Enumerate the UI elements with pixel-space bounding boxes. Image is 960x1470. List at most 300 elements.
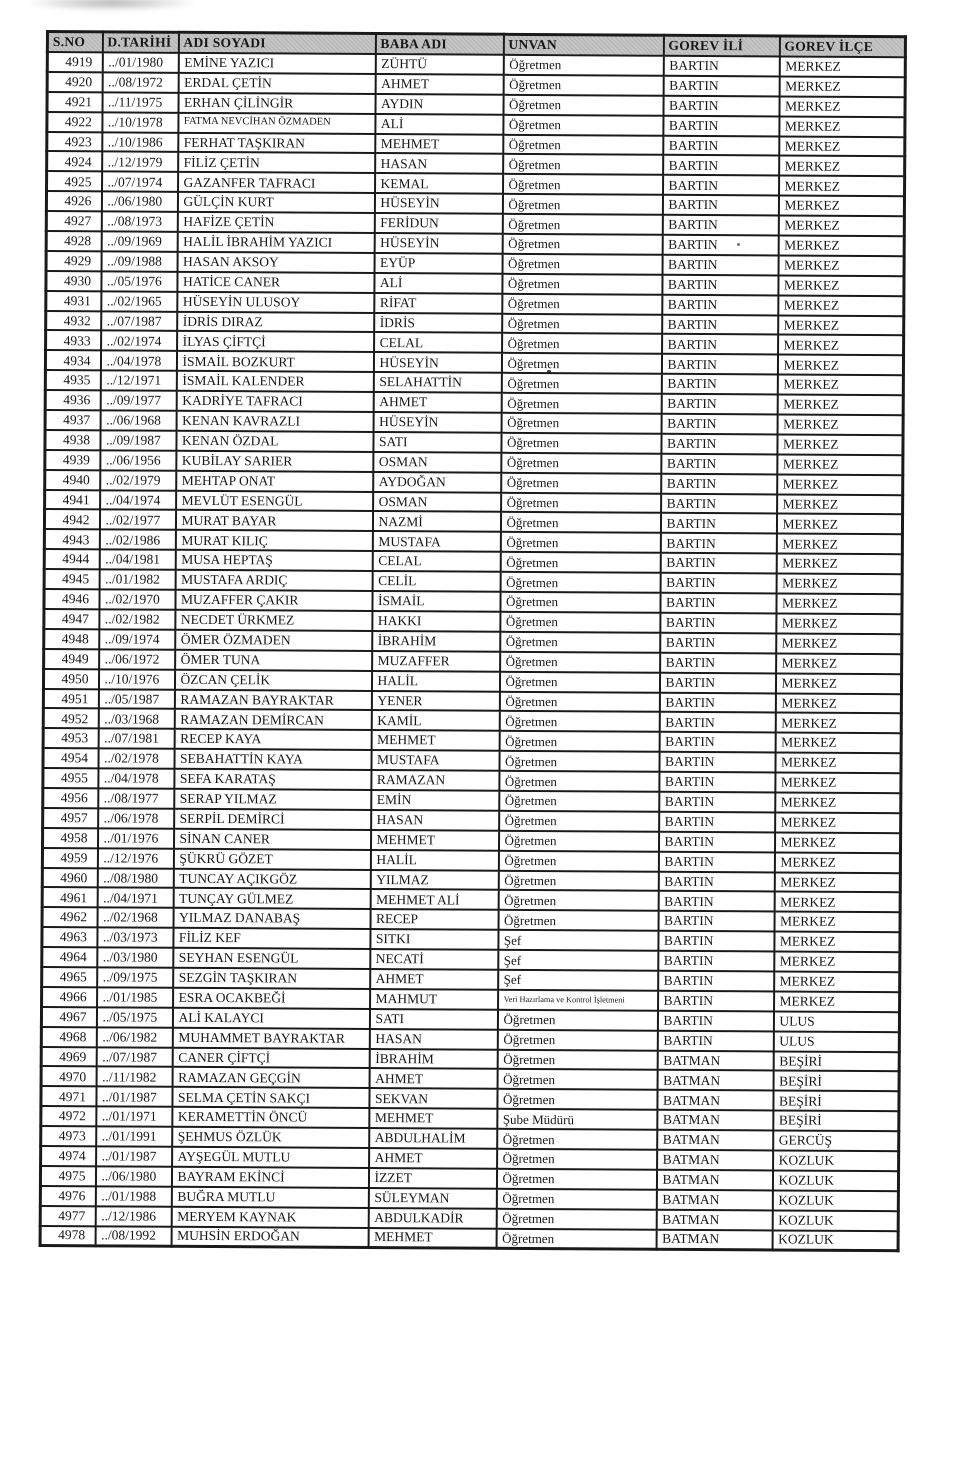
cell-duty-district: MERKEZ bbox=[775, 792, 901, 813]
cell-father-name: MAHMUT bbox=[370, 989, 498, 1010]
cell-full-name: FERHAT TAŞKIRAN bbox=[178, 132, 375, 153]
cell-serial-no: 4956 bbox=[43, 788, 98, 808]
cell-duty-district: MERKEZ bbox=[778, 335, 904, 356]
cell-full-name: FİLİZ ÇETİN bbox=[178, 152, 375, 173]
cell-duty-province: BARTIN bbox=[663, 155, 779, 176]
cell-duty-district: MERKEZ bbox=[774, 991, 900, 1012]
cell-father-name: ALİ bbox=[375, 114, 503, 135]
cell-birth-date: ../12/1986 bbox=[95, 1206, 171, 1226]
cell-birth-date: ../06/1982 bbox=[96, 1027, 172, 1047]
cell-duty-district: MERKEZ bbox=[777, 474, 903, 495]
cell-duty-province: BARTIN bbox=[662, 314, 778, 335]
cell-birth-date: ../06/1968 bbox=[100, 410, 176, 430]
cell-duty-province: BATMAN bbox=[656, 1170, 772, 1191]
cell-father-name: MEHMET bbox=[375, 134, 503, 155]
cell-title: Şef bbox=[498, 950, 658, 971]
cell-duty-province: BATMAN bbox=[656, 1209, 772, 1230]
cell-duty-district: BEŞİRİ bbox=[773, 1091, 899, 1112]
cell-duty-district: MERKEZ bbox=[774, 912, 900, 933]
cell-father-name: MEHMET bbox=[371, 730, 499, 751]
column-header-duty-district: GOREV İLÇE bbox=[779, 36, 905, 57]
cell-full-name: İDRİS DIRAZ bbox=[177, 311, 374, 332]
cell-father-name: OSMAN bbox=[373, 452, 501, 473]
cell-birth-date: ../03/1973 bbox=[97, 928, 173, 948]
cell-full-name: İSMAİL BOZKURT bbox=[176, 351, 373, 372]
cell-father-name: HASAN bbox=[375, 153, 503, 174]
cell-title: Öğretmen bbox=[500, 532, 660, 553]
cell-full-name: TUNÇAY GÜLMEZ bbox=[173, 888, 370, 909]
cell-duty-district: MERKEZ bbox=[779, 56, 905, 77]
cell-duty-district: MERKEZ bbox=[777, 415, 903, 436]
cell-duty-province: BARTIN bbox=[663, 175, 779, 196]
cell-duty-province: BARTIN bbox=[663, 96, 779, 117]
cell-full-name: KUBİLAY SARIER bbox=[176, 451, 373, 472]
cell-duty-province: BARTIN bbox=[660, 613, 776, 634]
cell-birth-date: ../06/1980 bbox=[95, 1166, 171, 1186]
cell-birth-date: ../02/1974 bbox=[101, 331, 177, 351]
cell-father-name: AHMET bbox=[369, 1148, 497, 1169]
cell-duty-district: MERKEZ bbox=[775, 753, 901, 774]
cell-title: Öğretmen bbox=[497, 1089, 657, 1110]
cell-serial-no: 4976 bbox=[40, 1186, 95, 1206]
cell-birth-date: ../02/1978 bbox=[98, 749, 174, 769]
cell-birth-date: ../06/1980 bbox=[101, 192, 177, 212]
cell-birth-date: ../08/1973 bbox=[101, 211, 177, 231]
cell-duty-district: MERKEZ bbox=[776, 574, 902, 595]
cell-title: Öğretmen bbox=[502, 234, 662, 255]
cell-serial-no: 4929 bbox=[46, 251, 101, 271]
cell-duty-province: BARTIN bbox=[661, 374, 777, 395]
cell-serial-no: 4932 bbox=[46, 311, 101, 331]
cell-title: Öğretmen bbox=[503, 154, 663, 175]
cell-full-name: MUSA HEPTAŞ bbox=[175, 550, 372, 571]
cell-title: Öğretmen bbox=[500, 652, 660, 673]
cell-duty-province: BATMAN bbox=[657, 1070, 773, 1091]
cell-title: Öğretmen bbox=[496, 1208, 656, 1229]
cell-birth-date: ../09/1975 bbox=[97, 967, 173, 987]
cell-father-name: AHMET bbox=[369, 1068, 497, 1089]
cell-father-name: MUSTAFA bbox=[372, 531, 500, 552]
scan-smudge bbox=[26, 0, 196, 11]
cell-title: Öğretmen bbox=[497, 1069, 657, 1090]
cell-serial-no: 4962 bbox=[42, 907, 97, 927]
cell-full-name: HASAN AKSOY bbox=[177, 252, 374, 273]
cell-serial-no: 4950 bbox=[43, 669, 98, 689]
cell-duty-province: BARTIN bbox=[660, 553, 776, 574]
cell-father-name: MEHMET bbox=[370, 830, 498, 851]
cell-duty-district: MERKEZ bbox=[776, 653, 902, 674]
cell-birth-date: ../01/1987 bbox=[96, 1146, 172, 1166]
cell-full-name: HATİCE CANER bbox=[177, 272, 374, 293]
cell-serial-no: 4963 bbox=[42, 927, 97, 947]
cell-father-name: HÜSEYİN bbox=[374, 233, 502, 254]
cell-title: Öğretmen bbox=[503, 134, 663, 155]
cell-father-name: AYDIN bbox=[375, 94, 503, 115]
cell-duty-district: MERKEZ bbox=[776, 534, 902, 555]
cell-serial-no: 4928 bbox=[46, 231, 101, 251]
cell-birth-date: ../02/1970 bbox=[99, 589, 175, 609]
cell-serial-no: 4960 bbox=[42, 868, 97, 888]
cell-serial-no: 4927 bbox=[46, 211, 101, 231]
cell-full-name: ESRA OCAKBEĞİ bbox=[173, 988, 370, 1009]
cell-duty-province: BARTIN bbox=[658, 891, 774, 912]
cell-duty-district: MERKEZ bbox=[778, 255, 904, 276]
cell-birth-date: ../10/1976 bbox=[98, 669, 174, 689]
cell-birth-date: ../06/1972 bbox=[99, 649, 175, 669]
cell-father-name: AHMET bbox=[370, 969, 498, 990]
cell-full-name: ŞEHMUS ÖZLÜK bbox=[172, 1127, 369, 1148]
cell-serial-no: 4951 bbox=[43, 688, 98, 708]
cell-title: Öğretmen bbox=[501, 433, 661, 454]
cell-father-name: YENER bbox=[371, 691, 499, 712]
cell-full-name: KENAN ÖZDAL bbox=[176, 431, 373, 452]
cell-serial-no: 4953 bbox=[43, 728, 98, 748]
cell-duty-district: MERKEZ bbox=[777, 375, 903, 396]
cell-duty-province: BATMAN bbox=[657, 1150, 773, 1171]
cell-father-name: SATI bbox=[373, 432, 501, 453]
cell-duty-province: BARTIN bbox=[659, 712, 775, 733]
cell-duty-province: BARTIN bbox=[662, 195, 778, 216]
cell-birth-date: ../01/1987 bbox=[96, 1087, 172, 1107]
cell-full-name: MUZAFFER ÇAKIR bbox=[175, 590, 372, 611]
cell-duty-district: MERKEZ bbox=[774, 971, 900, 992]
cell-title: Veri Hazırlama ve Kontrol İşletmeni bbox=[498, 990, 658, 1011]
cell-title: Şube Müdürü bbox=[497, 1109, 657, 1130]
cell-title: Öğretmen bbox=[501, 393, 661, 414]
column-header-father-name: BABA ADI bbox=[375, 34, 503, 55]
cell-father-name: MUSTAFA bbox=[371, 750, 499, 771]
cell-duty-province: BARTIN bbox=[661, 354, 777, 375]
cell-duty-province: BARTIN bbox=[662, 215, 778, 236]
cell-title: Öğretmen bbox=[500, 592, 660, 613]
cell-birth-date: ../10/1986 bbox=[102, 132, 178, 152]
cell-duty-province: BATMAN bbox=[656, 1190, 772, 1211]
cell-full-name: SELMA ÇETİN SAKÇI bbox=[172, 1087, 369, 1108]
cell-birth-date: ../07/1987 bbox=[96, 1047, 172, 1067]
cell-birth-date: ../01/1976 bbox=[98, 828, 174, 848]
cell-serial-no: 4952 bbox=[43, 708, 98, 728]
cell-duty-district: MERKEZ bbox=[776, 514, 902, 535]
cell-serial-no: 4931 bbox=[46, 291, 101, 311]
cell-father-name: ALİ bbox=[374, 273, 502, 294]
cell-full-name: HÜSEYİN ULUSOY bbox=[177, 291, 374, 312]
cell-duty-district: MERKEZ bbox=[774, 872, 900, 893]
cell-title: Öğretmen bbox=[501, 472, 661, 493]
cell-duty-province: BARTIN bbox=[660, 533, 776, 554]
cell-serial-no: 4930 bbox=[46, 271, 101, 291]
cell-title: Öğretmen bbox=[499, 771, 659, 792]
cell-title: Öğretmen bbox=[496, 1189, 656, 1210]
cell-serial-no: 4922 bbox=[47, 112, 102, 132]
cell-father-name: SÜLEYMAN bbox=[368, 1188, 496, 1209]
cell-title: Öğretmen bbox=[502, 313, 662, 334]
cell-father-name: SATI bbox=[369, 1009, 497, 1030]
cell-birth-date: ../01/1988 bbox=[95, 1186, 171, 1206]
table-row bbox=[40, 1226, 898, 1251]
cell-duty-province: BARTIN bbox=[659, 692, 775, 713]
cell-serial-no: 4965 bbox=[42, 967, 97, 987]
cell-duty-district: MERKEZ bbox=[775, 812, 901, 833]
cell-duty-province: BARTIN bbox=[662, 255, 778, 276]
cell-duty-province: BARTIN bbox=[662, 235, 778, 256]
cell-duty-district: MERKEZ bbox=[775, 773, 901, 794]
cell-title: Öğretmen bbox=[503, 75, 663, 96]
cell-full-name: ÖMER TUNA bbox=[175, 650, 372, 671]
cell-duty-province: BATMAN bbox=[657, 1090, 773, 1111]
cell-father-name: HÜSEYİN bbox=[374, 193, 502, 214]
cell-serial-no: 4958 bbox=[43, 828, 98, 848]
cell-title: Öğretmen bbox=[499, 811, 659, 832]
cell-birth-date: ../04/1974 bbox=[100, 490, 176, 510]
cell-full-name: GÜLÇİN KURT bbox=[177, 192, 374, 213]
cell-duty-province: BARTIN bbox=[663, 56, 779, 77]
cell-full-name: ÖZCAN ÇELİK bbox=[174, 669, 371, 690]
cell-serial-no: 4942 bbox=[44, 509, 99, 529]
cell-birth-date: ../01/1971 bbox=[96, 1107, 172, 1127]
cell-birth-date: ../12/1976 bbox=[97, 848, 173, 868]
cell-full-name: RAMAZAN BAYRAKTAR bbox=[174, 689, 371, 710]
cell-duty-district: BEŞİRİ bbox=[773, 1071, 899, 1092]
cell-birth-date: ../01/1982 bbox=[99, 569, 175, 589]
cell-full-name: FİLİZ KEF bbox=[173, 928, 370, 949]
cell-duty-district: ULUS bbox=[773, 1031, 899, 1052]
cell-title: Öğretmen bbox=[500, 632, 660, 653]
cell-serial-no: 4941 bbox=[45, 490, 100, 510]
cell-serial-no: 4944 bbox=[44, 549, 99, 569]
cell-father-name: HAKKI bbox=[372, 611, 500, 632]
cell-serial-no: 4974 bbox=[41, 1146, 96, 1166]
cell-duty-province: BARTIN bbox=[660, 633, 776, 654]
cell-father-name: MUZAFFER bbox=[372, 651, 500, 672]
cell-father-name: EMİN bbox=[371, 790, 499, 811]
cell-birth-date: ../04/1978 bbox=[98, 768, 174, 788]
cell-title: Öğretmen bbox=[496, 1228, 656, 1249]
cell-full-name: AYŞEGÜL MUTLU bbox=[172, 1147, 369, 1168]
cell-father-name: MEHMET ALİ bbox=[370, 889, 498, 910]
cell-full-name: MUSTAFA ARDIÇ bbox=[175, 570, 372, 591]
personnel-table bbox=[39, 30, 907, 1252]
cell-serial-no: 4936 bbox=[45, 390, 100, 410]
cell-full-name: MURAT KILIÇ bbox=[175, 530, 372, 551]
cell-serial-no: 4924 bbox=[47, 151, 102, 171]
cell-birth-date: ../08/1992 bbox=[95, 1226, 171, 1246]
cell-full-name: TUNCAY AÇIKGÖZ bbox=[173, 868, 370, 889]
cell-title: Öğretmen bbox=[502, 333, 662, 354]
cell-father-name: AYDOĞAN bbox=[373, 472, 501, 493]
cell-serial-no: 4946 bbox=[44, 589, 99, 609]
cell-duty-district: MERKEZ bbox=[779, 136, 905, 157]
cell-title: Öğretmen bbox=[498, 870, 658, 891]
cell-duty-district: KOZLUK bbox=[772, 1190, 898, 1211]
cell-birth-date: ../11/1982 bbox=[96, 1067, 172, 1087]
cell-serial-no: 4968 bbox=[41, 1027, 96, 1047]
cell-father-name: FERİDUN bbox=[374, 213, 502, 234]
cell-full-name: KADRİYE TAFRACI bbox=[176, 391, 373, 412]
cell-duty-province: BARTIN bbox=[657, 1011, 773, 1032]
cell-duty-province: BARTIN bbox=[661, 414, 777, 435]
column-header-title: UNVAN bbox=[503, 34, 663, 55]
cell-serial-no: 4973 bbox=[41, 1126, 96, 1146]
cell-full-name: EMİNE YAZICI bbox=[178, 53, 375, 74]
cell-serial-no: 4959 bbox=[42, 848, 97, 868]
cell-title: Öğretmen bbox=[500, 572, 660, 593]
cell-birth-date: ../10/1978 bbox=[102, 112, 178, 132]
cell-serial-no: 4978 bbox=[40, 1226, 95, 1246]
cell-title: Öğretmen bbox=[502, 194, 662, 215]
cell-title: Öğretmen bbox=[500, 612, 660, 633]
cell-birth-date: ../12/1971 bbox=[100, 371, 176, 391]
cell-duty-province: BARTIN bbox=[663, 115, 779, 136]
cell-duty-district: MERKEZ bbox=[775, 713, 901, 734]
cell-title: Öğretmen bbox=[503, 174, 663, 195]
cell-father-name: İBRAHİM bbox=[369, 1049, 497, 1070]
cell-duty-province: BARTIN bbox=[658, 911, 774, 932]
cell-birth-date: ../01/1980 bbox=[102, 52, 178, 72]
cell-title: Öğretmen bbox=[498, 831, 658, 852]
cell-full-name: MERYEM KAYNAK bbox=[171, 1206, 368, 1227]
cell-serial-no: 4975 bbox=[40, 1166, 95, 1186]
cell-birth-date: ../12/1979 bbox=[102, 152, 178, 172]
cell-title: Öğretmen bbox=[503, 95, 663, 116]
cell-full-name: ERDAL ÇETİN bbox=[178, 73, 375, 94]
cell-father-name: AHMET bbox=[375, 74, 503, 95]
cell-full-name: RAMAZAN DEMİRCAN bbox=[174, 709, 371, 730]
cell-duty-province: BARTIN bbox=[659, 732, 775, 753]
cell-father-name: SEKVAN bbox=[369, 1088, 497, 1109]
cell-duty-district: KOZLUK bbox=[772, 1230, 898, 1251]
cell-title: Öğretmen bbox=[500, 512, 660, 533]
cell-duty-district: MERKEZ bbox=[774, 952, 900, 973]
cell-birth-date: ../01/1991 bbox=[96, 1126, 172, 1146]
cell-birth-date: ../11/1975 bbox=[102, 92, 178, 112]
cell-duty-province: BARTIN bbox=[660, 593, 776, 614]
cell-father-name: ABDULKADİR bbox=[368, 1208, 496, 1229]
cell-full-name: İSMAİL KALENDER bbox=[176, 371, 373, 392]
cell-birth-date: ../02/1968 bbox=[97, 908, 173, 928]
cell-title: Öğretmen bbox=[496, 1169, 656, 1190]
cell-title: Öğretmen bbox=[502, 274, 662, 295]
cell-duty-province: BARTIN bbox=[661, 434, 777, 455]
cell-father-name: İZZET bbox=[368, 1168, 496, 1189]
cell-birth-date: ../07/1974 bbox=[102, 172, 178, 192]
cell-duty-province: BARTIN bbox=[659, 812, 775, 833]
cell-title: Öğretmen bbox=[499, 731, 659, 752]
cell-full-name: KERAMETTİN ÖNCÜ bbox=[172, 1107, 369, 1128]
cell-duty-district: MERKEZ bbox=[777, 494, 903, 515]
cell-full-name: YILMAZ DANABAŞ bbox=[173, 908, 370, 929]
cell-serial-no: 4957 bbox=[43, 808, 98, 828]
cell-duty-district: MERKEZ bbox=[776, 633, 902, 654]
cell-serial-no: 4954 bbox=[43, 748, 98, 768]
cell-serial-no: 4940 bbox=[45, 470, 100, 490]
cell-full-name: BUĞRA MUTLU bbox=[171, 1187, 368, 1208]
cell-full-name: SEFA KARATAŞ bbox=[174, 769, 371, 790]
cell-full-name: SİNAN CANER bbox=[174, 829, 371, 850]
cell-duty-province: BARTIN bbox=[658, 971, 774, 992]
cell-title: Öğretmen bbox=[497, 1129, 657, 1150]
cell-duty-district: MERKEZ bbox=[776, 594, 902, 615]
cell-serial-no: 4948 bbox=[44, 629, 99, 649]
cell-full-name: ŞÜKRÜ GÖZET bbox=[173, 848, 370, 869]
cell-title: Öğretmen bbox=[503, 55, 663, 76]
cell-title: Öğretmen bbox=[497, 1010, 657, 1031]
cell-birth-date: ../06/1978 bbox=[98, 808, 174, 828]
cell-birth-date: ../02/1986 bbox=[99, 530, 175, 550]
cell-birth-date: ../09/1987 bbox=[100, 430, 176, 450]
cell-father-name: KEMAL bbox=[375, 173, 503, 194]
cell-birth-date: ../09/1988 bbox=[101, 251, 177, 271]
cell-father-name: HÜSEYİN bbox=[373, 352, 501, 373]
cell-full-name: MEVLÜT ESENGÜL bbox=[176, 490, 373, 511]
cell-duty-province: BARTIN bbox=[661, 454, 777, 475]
cell-duty-district: MERKEZ bbox=[774, 832, 900, 853]
cell-title: Öğretmen bbox=[501, 353, 661, 374]
cell-duty-district: MERKEZ bbox=[774, 892, 900, 913]
cell-title: Öğretmen bbox=[497, 1149, 657, 1170]
cell-father-name: HASAN bbox=[371, 810, 499, 831]
cell-serial-no: 4972 bbox=[41, 1106, 96, 1126]
cell-duty-district: MERKEZ bbox=[779, 116, 905, 137]
cell-birth-date: ../04/1981 bbox=[99, 550, 175, 570]
cell-serial-no: 4921 bbox=[47, 92, 102, 112]
cell-birth-date: ../04/1978 bbox=[100, 351, 176, 371]
cell-duty-province: BARTIN bbox=[661, 473, 777, 494]
cell-birth-date: ../03/1980 bbox=[97, 947, 173, 967]
cell-father-name: MEHMET bbox=[368, 1228, 496, 1249]
cell-serial-no: 4961 bbox=[42, 887, 97, 907]
cell-father-name: RİFAT bbox=[374, 293, 502, 314]
cell-birth-date: ../05/1975 bbox=[96, 1007, 172, 1027]
cell-full-name: HALİL İBRAHİM YAZICI bbox=[177, 232, 374, 253]
column-header-duty-province: GOREV İLİ bbox=[663, 35, 779, 56]
cell-serial-no: 4971 bbox=[41, 1086, 96, 1106]
cell-serial-no: 4967 bbox=[41, 1007, 96, 1027]
cell-full-name: CANER ÇİFTÇİ bbox=[172, 1047, 369, 1068]
cell-title: Öğretmen bbox=[502, 254, 662, 275]
cell-duty-province: BARTIN bbox=[658, 871, 774, 892]
cell-duty-province: BARTIN bbox=[660, 513, 776, 534]
cell-birth-date: ../08/1972 bbox=[102, 72, 178, 92]
cell-full-name: SEZGİN TAŞKIRAN bbox=[173, 968, 370, 989]
cell-birth-date: ../02/1977 bbox=[99, 510, 175, 530]
cell-serial-no: 4923 bbox=[47, 132, 102, 152]
cell-title: Öğretmen bbox=[497, 1029, 657, 1050]
cell-title: Öğretmen bbox=[503, 114, 663, 135]
cell-duty-district: MERKEZ bbox=[779, 176, 905, 197]
cell-full-name: SERAP YILMAZ bbox=[174, 789, 371, 810]
cell-serial-no: 4949 bbox=[44, 649, 99, 669]
cell-full-name: KENAN KAVRAZLI bbox=[176, 411, 373, 432]
cell-serial-no: 4937 bbox=[45, 410, 100, 430]
cell-birth-date: ../05/1976 bbox=[101, 271, 177, 291]
cell-duty-province: BARTIN bbox=[657, 1030, 773, 1051]
cell-title: Şef bbox=[498, 970, 658, 991]
cell-duty-province: BARTIN bbox=[662, 294, 778, 315]
cell-duty-district: MERKEZ bbox=[774, 852, 900, 873]
cell-duty-district: MERKEZ bbox=[775, 693, 901, 714]
cell-father-name: OSMAN bbox=[373, 492, 501, 513]
cell-birth-date: ../04/1971 bbox=[97, 888, 173, 908]
cell-father-name: ABDULHALİM bbox=[369, 1128, 497, 1149]
cell-serial-no: 4947 bbox=[44, 609, 99, 629]
cell-father-name: NECATİ bbox=[370, 949, 498, 970]
table-body bbox=[40, 52, 905, 1251]
cell-father-name: CELAL bbox=[372, 551, 500, 572]
cell-full-name: İLYAS ÇİFTÇİ bbox=[177, 331, 374, 352]
cell-birth-date: ../08/1977 bbox=[98, 788, 174, 808]
cell-birth-date: ../01/1985 bbox=[97, 987, 173, 1007]
cell-duty-district: MERKEZ bbox=[777, 355, 903, 376]
